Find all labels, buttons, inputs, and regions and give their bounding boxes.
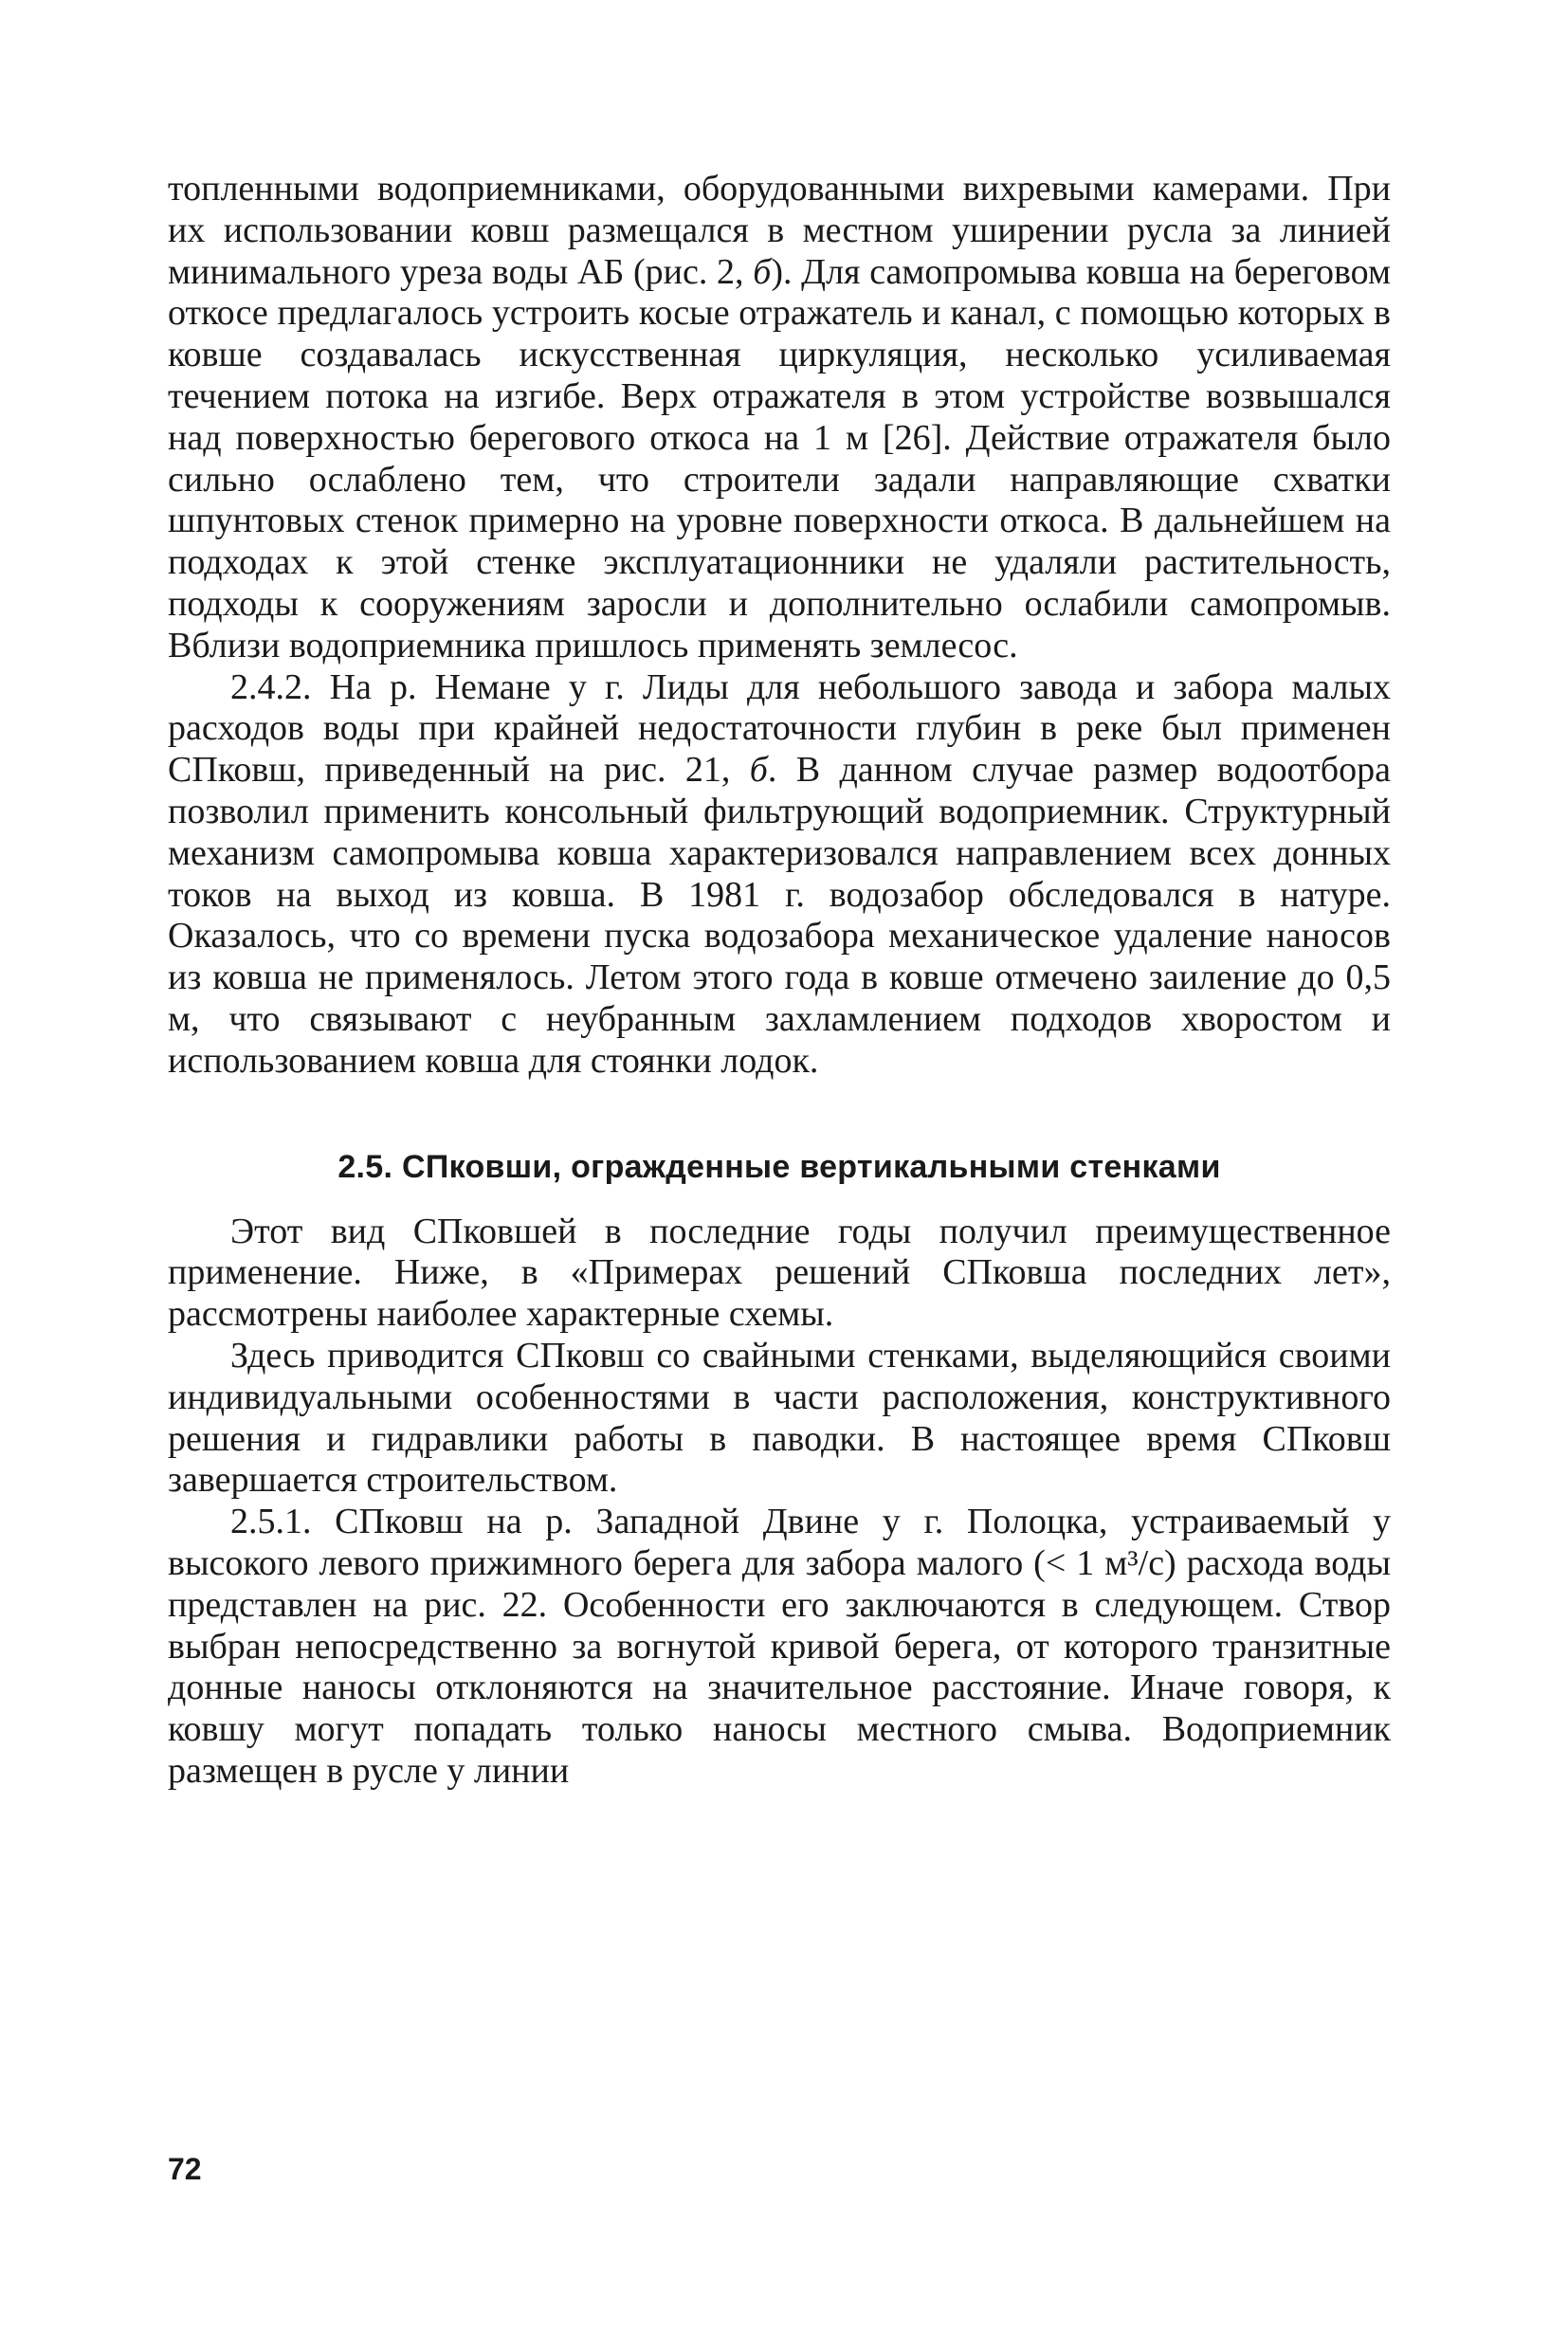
- page-body: [168, 169, 1391, 1793]
- section-paragraph: Здесь приводится СПковш со свайными стенками, выделяющийся своими индивидуальными особенностями в части расположения, конструктивного решения и гидравлики работы в паводки. В настоящее время СПковш завершается строительством.: [168, 1335, 1391, 1501]
- paragraph-2-4-2: 2.4.2. На р. Немане у г. Лиды для небольшого завода и забора малых расходов воды при крайней недостаточности глубин в реке был применен СПковш, приведенный на рис. 21, б. В данном случае размер водоотбора позволил применить консольный фильтрующий водоприемник. Структурный механизм самопромыва ковша характеризовался направлением всех донных токов на выход из ковша. В 1981 г. водозабор обследовался в натуре. Оказалось, что со времени пуска водозабора механическое удаление наносов из ковша не применялось. Летом этого года в ковше отмечено заиление до 0,5 м, что связывают с неубранным захламлением подходов хворостом и использованием ковша для стоянки лодок.: [168, 666, 1391, 1081]
- page-number: 72: [168, 2152, 202, 2186]
- paragraph-continuation: топленными водоприемниками, оборудованными вихревыми камерами. При их использовании ковш размещался в местном уширении русла за линией минимального уреза воды АБ (рис. 2, б). Для самопромыва ковша на береговом откосе предлагалось устроить косые отражатель и канал, с помощью которых в ковше создавалась искусственная циркуляция, несколько усиливаемая течением потока на изгибе. Верх отражателя в этом устройстве возвышался над поверхностью берегового откоса на 1 м [26]. Действие отражателя было сильно ослаблено тем, что строители задали направляющие схватки шпунтовых стенок примерно на уровне поверхности откоса. В дальнейшем на подходах к этой стенке эксплуатационники не удаляли растительность, подходы к сооружениям заросли и дополнительно ослабили самопромыв. Вблизи водоприемника пришлось применять землесос.: [168, 169, 1391, 665]
- section-paragraph: Этот вид СПковшей в последние годы получил преимущественное применение. Ниже, в «Примерах решений СПковша последних лет», рассмотрены наиболее характерные схемы.: [168, 1211, 1391, 1335]
- section-paragraph: 2.5.1. СПковш на р. Западной Двине у г. Полоцка, устраиваемый у высокого левого прижимного берега для забора малого (< 1 м³/с) расхода воды представлен на рис. 22. Особенности его заключаются в следующем. Створ выбран непосредственно за вогнутой кривой берега, от которого транзитные донные наносы отклоняются на значительное расстояние. Иначе говоря, к ковшу могут попадать только наносы местного смыва. Водоприемник размещен в русле у линии: [168, 1502, 1391, 1791]
- section-heading: 2.5. СПковши, огражденные вертикальными стенками: [337, 1148, 1221, 1185]
